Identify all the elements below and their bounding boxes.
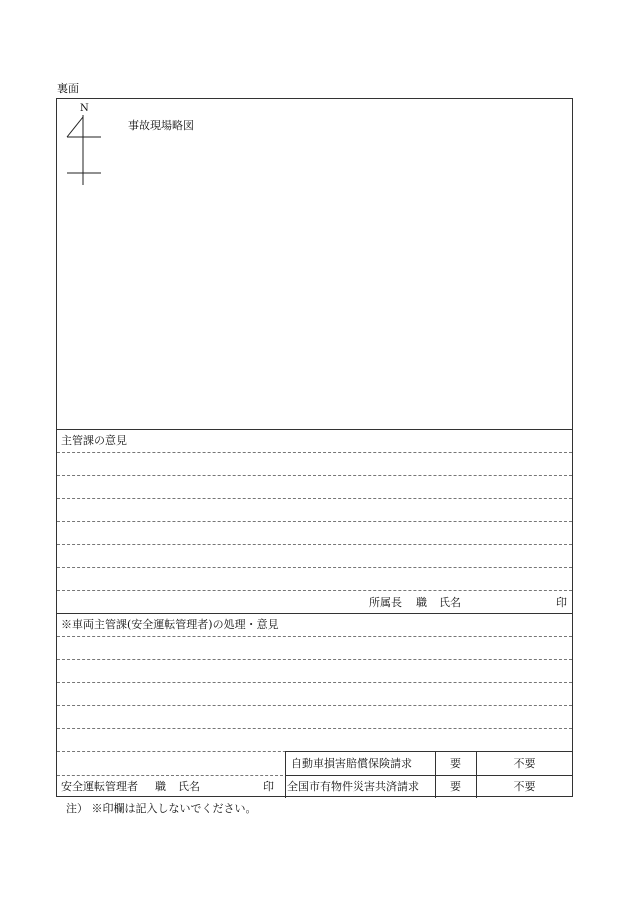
claims-table-vline (285, 751, 286, 798)
report-form-frame (56, 98, 573, 797)
writing-line (57, 475, 572, 476)
claim-label-auto-insurance: 自動車損害賠償保険請求 (291, 757, 412, 770)
writing-line (57, 521, 572, 522)
safety-manager-position: 職 (155, 780, 166, 793)
signature-role: 所属長 (369, 596, 402, 609)
writing-line (57, 498, 572, 499)
claims-table-top (285, 751, 572, 752)
footnote: 注） ※印欄は記入しないでください。 (66, 802, 257, 815)
claim-yes-checkbox[interactable]: 要 (450, 757, 461, 770)
writing-line (57, 544, 572, 545)
writing-line (57, 728, 572, 729)
north-label: N (80, 103, 89, 114)
writing-line (57, 659, 572, 660)
section-divider (57, 613, 572, 614)
writing-line (57, 590, 572, 591)
writing-line (57, 682, 572, 683)
safety-manager-name-label: 氏名 (178, 780, 200, 793)
safety-manager-seal: 印 (263, 780, 274, 793)
writing-line (57, 567, 572, 568)
safety-manager-role: 安全運転管理者 (61, 780, 138, 793)
claims-table-divider (285, 775, 572, 776)
vehicle-section-title: ※車両主管課(安全運転管理者)の処理・意見 (61, 618, 279, 631)
signature-name-label: 氏名 (439, 596, 461, 609)
main-section-title: 主管課の意見 (61, 434, 127, 447)
writing-line (57, 705, 572, 706)
claim-no-checkbox[interactable]: 不要 (513, 757, 536, 770)
signature-position: 職 (416, 596, 427, 609)
signature-seal: 印 (556, 596, 567, 609)
accident-diagram-title: 事故現場略図 (128, 119, 194, 132)
claim-no-checkbox[interactable]: 不要 (513, 780, 536, 793)
north-arrow-icon (63, 113, 103, 187)
claim-yes-checkbox[interactable]: 要 (450, 780, 461, 793)
writing-line (57, 636, 572, 637)
page-side-label: 裏面 (57, 82, 79, 95)
writing-line (57, 775, 283, 776)
writing-line (57, 452, 572, 453)
claim-label-mutual-aid: 全国市有物件災害共済請求 (287, 780, 419, 793)
section-divider (57, 429, 572, 430)
